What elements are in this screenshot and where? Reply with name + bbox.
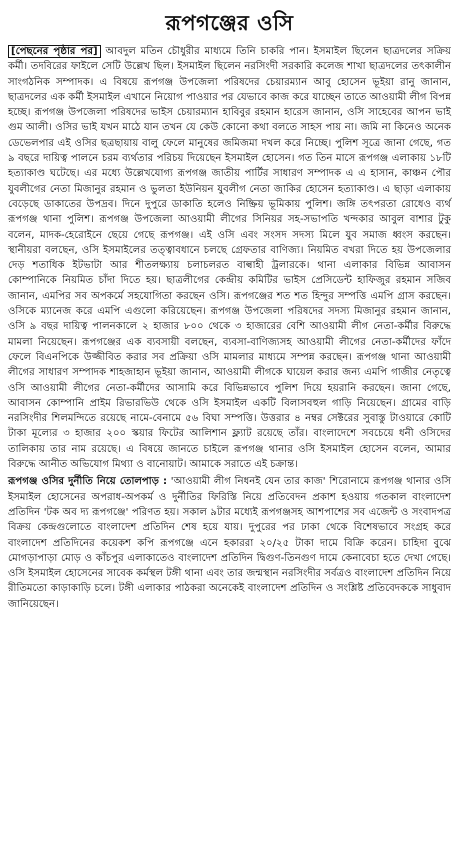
continued-from-tag: [পেছনের পৃষ্ঠার পর] <box>8 45 101 58</box>
article-paragraph-1 <box>8 44 451 472</box>
paragraph-2-text: 'আওয়ামী লীগ নিধনই যেন তার কাজ' শিরোনামে রূপগঞ্জ থানার ওসি ইসমাইল হোসেনের অপরাধ-অপকর্ম ও দুর্নীতির ফিরিস্তি নিয়ে প্রতিবেদন প্রকাশ হওয়ায় গতকাল বাংলাদেশ প্রতিদিন 'টক অব দ্য রূপগঞ্জে' পরিণত হয়। সকাল ৯টার মধ্যেই রূপগঞ্জসহ আশপাশের সব এজেন্ট ও সংবাদপত্র বিক্রয় কেন্দ্রগুলোতে বাংলাদেশ প্রতিদিন শেষ হয়ে যায়। দুপুরের পর ঢাকা থেকে বিশেষভাবে সংগ্রহ করে বাংলাদেশ প্রতিদিনের কয়েকশ কপি রূপগঞ্জে এনে হকাররা ২০/২৫ টাকা দামে বিক্রি করেন। চাহিদা বুঝে মোগড়াপাড়া মোড় ও কাঁচপুর এলাকাতেও বাংলাদেশ প্রতিদিন দ্বিগুণ-তিনগুণ দামে কেনাবেচা হতে দেখা গেছে। ওসি ইসমাইল হোসেনের সাবেক কর্মস্থল টঙ্গী থানা এবং তার জন্মস্থান নরসিংদীর সর্বত্রও বাংলাদেশ প্রতিদিন নিয়ে রীতিমতো কাড়াকাড়ি চলে। টঙ্গী এলাকার পাঠকরা অনেকেই বাংলাদেশ প্রতিদিন ও সংশ্লিষ্ট প্রতিবেদককে সাধুবাদ জানিয়েছেন। <box>8 476 452 610</box>
article-headline: রূপগঞ্জের ওসি <box>165 11 294 35</box>
paragraph-1-text: আবদুল মতিন চৌধুরীর মাধ্যমে তিনি চাকরি পান। ইসমাইল ছিলেন ছাত্রদলের সক্রিয় কর্মী। তদবিরের ফাইলে সেটি উল্লেখ ছিল। ইসমাইল ছিলেন নরসিংদী সরকারি কলেজ শাখা ছাত্রদলের তৎকালীন সাংগঠনিক সম্পাদক। এ বিষয়ে রূপগঞ্জ উপজেলা পরিষদের চেয়ারম্যান আবু হোসেন ভূইয়া রানু জানান, ছাত্রদলের এক কর্মী ইসমাইল এখানে নিয়োগ পাওয়ার পর যেভাবে কাজ করে যাচ্ছেন তাতে আওয়ামী লীগ বিপন্ন হচ্ছে। রূপগঞ্জ উপজেলা পরিষদের ভাইস চেয়ারম্যান হাবিবুর রহমান হারেস জানান, ওসি সাহেবের আপন ভাই গুম আলী। ওসির ভাই যখন মাঠে যান তখন যে কেউ কোনো কথা বলতে সাহস পায় না। জমি না কিনেও অনেক ডেভেলপার এই ওসির ছত্রছায়ায় বালু ফেলে মানুষের জমিজমা দখল করে নিচ্ছে। পুলিশ সূত্রে জানা গেছে, গত ৯ বছরে দায়িত্ব পালনে চরম ব্যর্থতার পরিচয় দিয়েছেন ইসমাইল হোসেন। গত তিন মাসে রূপগঞ্জ এলাকায় ১৮টি হত্যাকাণ্ড ঘটেছে। এর মধ্যে উল্লেখযোগ্য রূপগঞ্জ জাতীয় পার্টির সাধারণ সম্পাদক এ এ হাসান, কাঞ্চন পৌর যুবলীগের নেতা মিজানুর রহমান ও ভুলতা ইউনিয়ন যুবলীগ নেতা জাকির হোসেন হত্যাকাণ্ড। এ ছাড়া এলাকায় বেড়েছে ডাকাতের উপদ্রব। দিনে দুপুরে ডাকাতি হলেও নিষ্ক্রিয় ভূমিকায় পুলিশ। জঙ্গি তৎপরতা রোধেও ব্যর্থ রূপগঞ্জ থানা পুলিশ। রূপগঞ্জ উপজেলা আওয়ামী লীগের সিনিয়র সহ-সভাপতি খন্দকার আবুল বাশার টুকু বলেন, মাদক-হেরোইনে ছেয়ে গেছে রূপগঞ্জ। এই ওসি এবং সংসদ সদস্য মিলে যুব সমাজ ধ্বংস করছেন। স্থানীয়রা বলছেন, ওসি ইসমাইলের তত্ত্বাবধানে চলছে গ্রেফতার বাণিজ্য। নিয়মিত বখরা দিতে হয় উপজেলার দেড় শতাধিক ইটভাটা আর শীতলক্ষ্যায় চলাচলরত বাল্বাহী ট্রলারকে। থানা এলাকার বিভিন্ন আবাসন কোম্পানিকে নিয়মিত চাঁদা দিতে হয়। ছাত্রলীগের কেন্দ্রীয় কমিটির ভাইস প্রেসিডেন্ট হাফিজুর রহমান সজিব জানান, এমপির সব অপকর্মে সহযোগিতা করছেন ওসি। রূপগঞ্জের শত শত হিন্দুর সম্পত্তি এমপি গ্রাস করছেন। ওসিকে ম্যানেজ করে এমপি এগুলো করিয়েছেন। রূপগঞ্জ উপজেলা পরিষদের সদস্য মিজানুর রহমান জানান, ওসি ৯ বছর দায়িত্ব পালনকালে ২ হাজার ৮০০ থেকে ৩ হাজারের বেশি আওয়ামী লীগ নেতা-কর্মীর বিরুদ্ধে মামলা নিয়েছেন। রূপগঞ্জের এক ব্যবসায়ী বলছেন, ব্যবসা-বাণিজ্যসহ আওয়ামী লীগের নেতা-কর্মীদের ফাঁদে ফেলে বিএনপিকে উজ্জীবিত করার সব প্রক্রিয়া ওসি মামলার মাধ্যমে সম্পন্ন করছেন। রূপগঞ্জ থানা আওয়ামী লীগের সাধারণ সম্পাদক শাহজাহান ভূইয়া জানান, আওয়ামী লীগকে ঘায়েল করার জন্য এমপি গাজীর নেতৃত্বে ওসি আওয়ামী লীগের নেতা-কর্মীদের আসামি করে বিভিন্নভাবে পুলিশ দিয়ে হয়রানি করছেন। জানা গেছে, আবাসন কোম্পানি প্রাইম রিভারভিউ থেকে ওসি ইসমাইল একটি বিলাসবহুল গাড়ি নিয়েছেন। গ্রামের বাড়ি নরসিংদীর শিলমন্দিতে রয়েছে নামে-বেনামে ৫৬ বিঘা সম্পত্তি। উত্তরার ৪ নম্বর সেক্টরের সুবাস্তু টাওয়ারে কোটি টাকা মূল্যের ৩ হাজার ২০০ স্কয়ার ফিটের আলিশান ফ্ল্যাট রয়েছে তাঁর। বাংলাদেশে সবচেয়ে ধনী ওসিদের তালিকায় তার নাম রয়েছে। এ বিষয়ে জানতে চাইলে রূপগঞ্জ থানার ওসি ইসমাইল হোসেন বলেন, আমার বিরুদ্ধে আনীত অভিযোগ মিথ্যা ও বানোয়াট। আমাকে সরাতে এই চক্রান্ত। <box>8 46 451 471</box>
article-paragraph-2 <box>8 474 451 612</box>
section-subhead: রূপগঞ্জ ওসির দুর্নীতি নিয়ে তোলপাড় : <box>8 476 168 488</box>
